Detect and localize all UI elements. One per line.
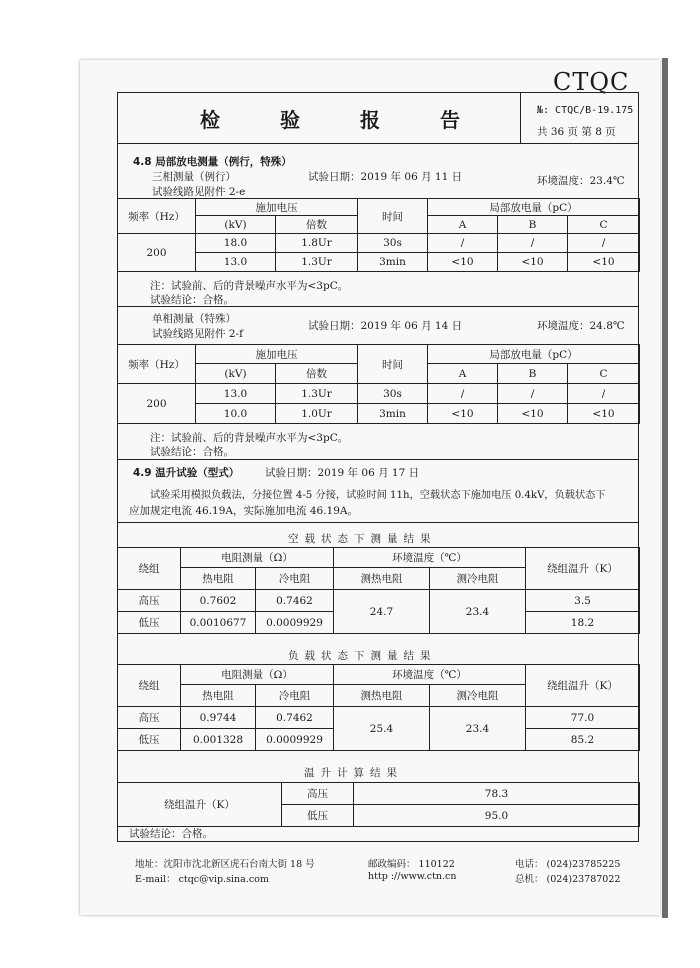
pd-a-value: / xyxy=(428,384,498,404)
section-4-9-heading: 4.9 温升试验（型式） xyxy=(133,467,240,479)
load-results-table xyxy=(117,664,640,751)
title-char: 报 xyxy=(360,108,380,132)
frequency-value: 200 xyxy=(118,384,196,424)
winding-lv: 低压 xyxy=(118,612,181,634)
three-phase-conclusion: 试验结论：合格。 xyxy=(150,294,234,306)
pd-c-value: <10 xyxy=(568,404,640,424)
section-4-8-heading: 4.8 局部放电测量（例行，特殊） xyxy=(133,156,292,168)
pd-b-value: / xyxy=(498,384,568,404)
pd-a-value: <10 xyxy=(428,404,498,424)
table-row xyxy=(118,253,640,272)
header-hot-resistance: 热电阻 xyxy=(181,568,256,590)
header-kv: (kV) xyxy=(196,216,276,234)
single-phase-note: 注：试验前、后的背景噪声水平为<3pC。 xyxy=(150,432,349,444)
header-multiple: 倍数 xyxy=(276,364,358,384)
pd-c-value: / xyxy=(568,384,640,404)
header-multiple: 倍数 xyxy=(276,216,358,234)
calc-lv-value: 95.0 xyxy=(354,805,640,827)
three-phase-test-date: 试验日期：2019 年 06 月 11 日 xyxy=(308,171,463,183)
cold-resistance-lv: 0.0009929 xyxy=(256,612,334,634)
header-phase-b: B xyxy=(498,216,568,234)
footer-postcode: 邮政编码： 110122 xyxy=(368,859,455,870)
header-winding-rise: 绕组温升（K） xyxy=(526,548,640,590)
calc-hv-name: 高压 xyxy=(282,783,354,805)
header-time: 时间 xyxy=(358,199,428,234)
temp-rise-description-2: 应加规定电流 46.19A，实际施加电流 46.19A。 xyxy=(129,505,358,517)
time-value: 30s xyxy=(358,384,428,404)
header-phase-a: A xyxy=(428,216,498,234)
time-value: 30s xyxy=(358,234,428,253)
load-results-title: 负载状态下测量结果 xyxy=(288,650,437,662)
header-winding: 绕组 xyxy=(118,665,181,707)
document-number: №: CTQC/B-19.175 xyxy=(537,105,634,116)
header-phase-a: A xyxy=(428,364,498,384)
kv-value: 10.0 xyxy=(196,404,276,424)
header-hot-resistance: 热电阻 xyxy=(181,685,256,707)
calc-results-title: 温升计算结果 xyxy=(304,767,403,779)
calc-lv-name: 低压 xyxy=(282,805,354,827)
report-title xyxy=(200,104,460,133)
header-env-cold: 测冷电阻 xyxy=(430,568,526,590)
cold-resistance-lv: 0.0009929 xyxy=(256,729,334,751)
title-char: 检 xyxy=(200,108,220,132)
winding-lv: 低压 xyxy=(118,729,181,751)
header-frequency: 频率（Hz） xyxy=(118,345,196,384)
multiple-value: 1.3Ur xyxy=(276,384,358,404)
env-hot-value: 24.7 xyxy=(334,590,430,634)
pd-c-value: <10 xyxy=(568,253,640,272)
three-phase-note: 注：试验前、后的背景噪声水平为<3pC。 xyxy=(150,280,349,292)
table-row xyxy=(118,707,640,729)
kv-value: 18.0 xyxy=(196,234,276,253)
table-row xyxy=(118,384,640,404)
header-applied-voltage: 施加电压 xyxy=(196,345,358,364)
pd-a-value: / xyxy=(428,234,498,253)
table-row xyxy=(118,404,640,424)
three-phase-label: 三相测量（例行） xyxy=(152,171,236,183)
pd-c-value: / xyxy=(568,234,640,253)
rise-lv: 85.2 xyxy=(526,729,640,751)
footer-website: http ://www.ctn.cn xyxy=(368,871,457,882)
table-row xyxy=(118,234,640,253)
rise-hv: 77.0 xyxy=(526,707,640,729)
page-info: 共 36 页 第 8 页 xyxy=(537,126,616,138)
env-cold-value: 23.4 xyxy=(430,590,526,634)
brand-logo-text: CTQC xyxy=(553,68,630,96)
temp-rise-conclusion: 试验结论：合格。 xyxy=(129,828,213,840)
calc-label: 绕组温升（K） xyxy=(118,783,282,827)
winding-hv: 高压 xyxy=(118,707,181,729)
noload-results-table xyxy=(117,547,640,634)
single-phase-label: 单相测量（特殊） xyxy=(152,313,236,325)
header-env-hot: 测热电阻 xyxy=(334,568,430,590)
time-value: 3min xyxy=(358,404,428,424)
hot-resistance-lv: 0.0010677 xyxy=(181,612,256,634)
single-phase-circuit: 试验线路见附件 2-f xyxy=(152,328,243,340)
single-phase-test-date: 试验日期：2019 年 06 月 14 日 xyxy=(308,320,463,332)
divider xyxy=(117,522,639,523)
header-cold-resistance: 冷电阻 xyxy=(256,568,334,590)
divider xyxy=(117,459,639,460)
multiple-value: 1.3Ur xyxy=(276,253,358,272)
pd-b-value: <10 xyxy=(498,253,568,272)
header-resistance: 电阻测量（Ω） xyxy=(181,548,334,568)
header-applied-voltage: 施加电压 xyxy=(196,199,358,216)
hot-resistance-hv: 0.7602 xyxy=(181,590,256,612)
binder-edge xyxy=(662,58,668,918)
env-hot-value: 25.4 xyxy=(334,707,430,751)
pd-a-value: <10 xyxy=(428,253,498,272)
rise-hv: 3.5 xyxy=(526,590,640,612)
three-phase-circuit: 试验线路见附件 2-e xyxy=(152,186,246,198)
kv-value: 13.0 xyxy=(196,253,276,272)
header-kv: (kV) xyxy=(196,364,276,384)
footer-email: E-mail： ctqc@vip.sina.com xyxy=(135,874,269,885)
temp-rise-description-1: 试验采用模拟负载法，分接位置 4-5 分接，试验时间 11h，空载状态下施加电压 0.4kV，负载状态下 xyxy=(150,490,606,501)
single-phase-ambient: 环境温度：24.8℃ xyxy=(537,320,625,332)
header-partial-discharge: 局部放电量（pC） xyxy=(428,345,640,364)
footer-phone: 电话： (024)23785225 xyxy=(515,859,621,870)
pd-b-value: / xyxy=(498,234,568,253)
table-row xyxy=(118,590,640,612)
header-ambient-temp: 环境温度（℃） xyxy=(334,665,526,685)
title-char: 告 xyxy=(440,108,460,132)
three-phase-pd-table xyxy=(117,198,640,272)
calc-hv-value: 78.3 xyxy=(354,783,640,805)
hot-resistance-lv: 0.001328 xyxy=(181,729,256,751)
header-partial-discharge: 局部放电量（pC） xyxy=(428,199,640,216)
header-winding-rise: 绕组温升（K） xyxy=(526,665,640,707)
title-char: 验 xyxy=(280,108,300,132)
temp-rise-test-date: 试验日期：2019 年 06 月 17 日 xyxy=(265,467,420,479)
calc-results-table xyxy=(117,782,640,827)
single-phase-pd-table xyxy=(117,344,640,424)
table-row xyxy=(118,783,640,805)
header-env-hot: 测热电阻 xyxy=(334,685,430,707)
cold-resistance-hv: 0.7462 xyxy=(256,707,334,729)
header-env-cold: 测冷电阻 xyxy=(430,685,526,707)
header-resistance: 电阻测量（Ω） xyxy=(181,665,334,685)
env-cold-value: 23.4 xyxy=(430,707,526,751)
header-cold-resistance: 冷电阻 xyxy=(256,685,334,707)
multiple-value: 1.8Ur xyxy=(276,234,358,253)
frequency-value: 200 xyxy=(118,234,196,272)
header-ambient-temp: 环境温度（℃） xyxy=(334,548,526,568)
multiple-value: 1.0Ur xyxy=(276,404,358,424)
header-phase-c: C xyxy=(568,364,640,384)
kv-value: 13.0 xyxy=(196,384,276,404)
time-value: 3min xyxy=(358,253,428,272)
pd-b-value: <10 xyxy=(498,404,568,424)
header-time: 时间 xyxy=(358,345,428,384)
noload-results-title: 空载状态下测量结果 xyxy=(288,533,437,545)
header-phase-c: C xyxy=(568,216,640,234)
winding-hv: 高压 xyxy=(118,590,181,612)
single-phase-conclusion: 试验结论：合格。 xyxy=(150,446,234,458)
rise-lv: 18.2 xyxy=(526,612,640,634)
header-phase-b: B xyxy=(498,364,568,384)
hot-resistance-hv: 0.9744 xyxy=(181,707,256,729)
footer-address: 地址：沈阳市沈北新区虎石台南大街 18 号 xyxy=(135,859,315,870)
footer-switchboard: 总机： (024)23787022 xyxy=(515,874,621,885)
three-phase-ambient: 环境温度：23.4℃ xyxy=(537,175,625,187)
header-divider xyxy=(117,143,639,144)
cold-resistance-hv: 0.7462 xyxy=(256,590,334,612)
header-frequency: 频率（Hz） xyxy=(118,199,196,234)
header-vertical-divider xyxy=(520,92,521,143)
divider xyxy=(117,306,639,307)
header-winding: 绕组 xyxy=(118,548,181,590)
